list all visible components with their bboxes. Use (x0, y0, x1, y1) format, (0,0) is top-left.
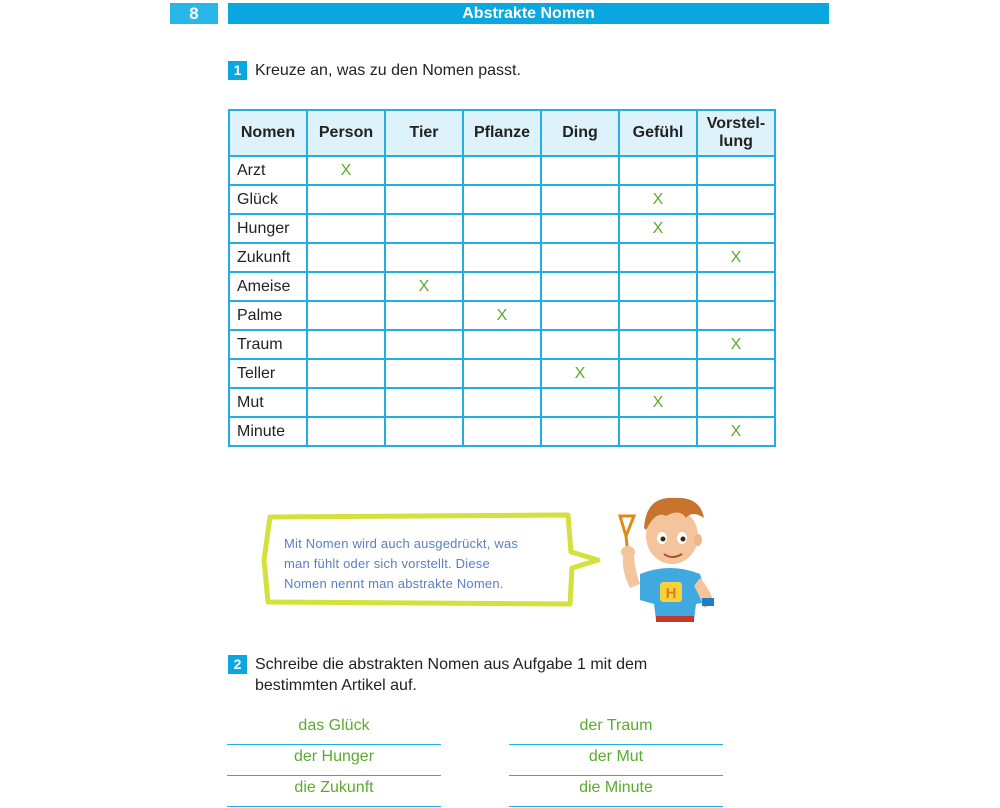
checkbox-cell-ding[interactable] (541, 301, 619, 330)
checkbox-cell-person[interactable] (307, 388, 385, 417)
speech-bubble-line: Mit Nomen wird auch ausgedrückt, was (284, 536, 519, 551)
task-2-instruction-line: bestimmten Artikel auf. (255, 677, 417, 694)
noun-cell: Zukunft (229, 243, 307, 272)
checkbox-cell-tier[interactable] (385, 330, 463, 359)
answer-line[interactable]: der Hunger (227, 746, 441, 776)
task-2-instruction-line: Schreibe die abstrakten Nomen aus Aufgabe 1 mit dem (255, 656, 648, 673)
checkbox-cell-person[interactable] (307, 417, 385, 446)
checkbox-cell-ding[interactable] (541, 330, 619, 359)
checkbox-cell-tier[interactable] (385, 156, 463, 185)
checkbox-cell-tier[interactable] (385, 388, 463, 417)
checkbox-cell-vorstellung[interactable]: X (697, 330, 775, 359)
noun-cell: Palme (229, 301, 307, 330)
checkbox-cell-ding[interactable] (541, 243, 619, 272)
checkbox-cell-person[interactable] (307, 214, 385, 243)
task-1 (228, 60, 521, 81)
table-row (229, 185, 775, 214)
checkbox-cell-gefuehl[interactable] (619, 243, 697, 272)
checkbox-cell-pflanze[interactable] (463, 214, 541, 243)
checkbox-cell-person[interactable]: X (307, 156, 385, 185)
checkbox-cell-gefuehl[interactable] (619, 417, 697, 446)
checkbox-cell-ding[interactable] (541, 185, 619, 214)
noun-cell: Ameise (229, 272, 307, 301)
checkbox-cell-ding[interactable] (541, 214, 619, 243)
table-row (229, 301, 775, 330)
column-header-pflanze: Pflanze (463, 110, 541, 156)
answer-line[interactable]: die Minute (509, 777, 723, 807)
checkbox-cell-gefuehl[interactable] (619, 330, 697, 359)
page-title: Abstrakte Nomen (228, 3, 829, 24)
table-row (229, 359, 775, 388)
checkbox-cell-vorstellung[interactable] (697, 359, 775, 388)
checkbox-cell-person[interactable] (307, 359, 385, 388)
checkbox-cell-tier[interactable] (385, 301, 463, 330)
checkbox-cell-vorstellung[interactable] (697, 214, 775, 243)
checkbox-cell-pflanze[interactable] (463, 185, 541, 214)
checkbox-cell-pflanze[interactable] (463, 330, 541, 359)
checkbox-cell-gefuehl[interactable] (619, 156, 697, 185)
checkbox-cell-gefuehl[interactable] (619, 359, 697, 388)
speech-bubble-text (284, 534, 534, 594)
checkbox-cell-vorstellung[interactable] (697, 301, 775, 330)
speech-bubble (260, 512, 605, 608)
checkbox-cell-pflanze[interactable] (463, 272, 541, 301)
task-1-number: 1 (228, 61, 247, 80)
column-header-vorstellung: Vorstel- lung (697, 110, 775, 156)
table-row (229, 330, 775, 359)
answers-right-column (509, 715, 723, 808)
checkbox-cell-ding[interactable] (541, 272, 619, 301)
checkbox-cell-vorstellung[interactable]: X (697, 417, 775, 446)
noun-cell: Teller (229, 359, 307, 388)
answer-line[interactable]: der Traum (509, 715, 723, 745)
column-header-gefuehl: Gefühl (619, 110, 697, 156)
nomen-table (228, 109, 776, 447)
checkbox-cell-person[interactable] (307, 330, 385, 359)
checkbox-cell-vorstellung[interactable] (697, 272, 775, 301)
column-header-ding: Ding (541, 110, 619, 156)
mascot-character-illustration (600, 488, 740, 628)
checkbox-cell-gefuehl[interactable] (619, 272, 697, 301)
noun-cell: Minute (229, 417, 307, 446)
speech-bubble-line: Nomen nennt man abstrakte Nomen. (284, 576, 504, 591)
checkbox-cell-person[interactable] (307, 301, 385, 330)
table-row (229, 272, 775, 301)
checkbox-cell-pflanze[interactable] (463, 243, 541, 272)
column-header-nomen: Nomen (229, 110, 307, 156)
noun-cell: Mut (229, 388, 307, 417)
checkbox-cell-pflanze[interactable] (463, 417, 541, 446)
checkbox-cell-pflanze[interactable] (463, 156, 541, 185)
checkbox-cell-gefuehl[interactable]: X (619, 214, 697, 243)
answer-line[interactable]: das Glück (227, 715, 441, 745)
checkbox-cell-pflanze[interactable]: X (463, 301, 541, 330)
noun-cell: Glück (229, 185, 307, 214)
checkbox-cell-ding[interactable] (541, 388, 619, 417)
checkbox-cell-ding[interactable] (541, 417, 619, 446)
table-row (229, 417, 775, 446)
checkbox-cell-person[interactable] (307, 185, 385, 214)
checkbox-cell-pflanze[interactable] (463, 359, 541, 388)
table-row (229, 156, 775, 185)
checkbox-cell-person[interactable] (307, 243, 385, 272)
noun-cell: Hunger (229, 214, 307, 243)
checkbox-cell-tier[interactable] (385, 214, 463, 243)
page-number: 8 (170, 3, 218, 24)
answers-left-column (227, 715, 441, 808)
checkbox-cell-vorstellung[interactable] (697, 185, 775, 214)
table-row (229, 214, 775, 243)
checkbox-cell-tier[interactable] (385, 359, 463, 388)
table-row (229, 243, 775, 272)
task-2-number: 2 (228, 655, 247, 674)
checkbox-cell-ding[interactable]: X (541, 359, 619, 388)
checkbox-cell-tier[interactable] (385, 243, 463, 272)
checkbox-cell-gefuehl[interactable]: X (619, 185, 697, 214)
checkbox-cell-vorstellung[interactable] (697, 156, 775, 185)
checkbox-cell-gefuehl[interactable]: X (619, 388, 697, 417)
checkbox-cell-gefuehl[interactable] (619, 301, 697, 330)
table-header-row (229, 110, 775, 156)
column-header-tier: Tier (385, 110, 463, 156)
checkbox-cell-tier[interactable] (385, 185, 463, 214)
checkbox-cell-ding[interactable] (541, 156, 619, 185)
column-header-person: Person (307, 110, 385, 156)
checkbox-cell-vorstellung[interactable] (697, 388, 775, 417)
checkbox-cell-pflanze[interactable] (463, 388, 541, 417)
svg-text:H: H (665, 585, 677, 602)
checkbox-cell-tier[interactable]: X (385, 272, 463, 301)
noun-cell: Traum (229, 330, 307, 359)
task-1-instruction: Kreuze an, was zu den Nomen passt. (255, 62, 521, 79)
speech-bubble-line: man fühlt oder sich vorstellt. Diese (284, 556, 490, 571)
table-row (229, 388, 775, 417)
checkbox-cell-person[interactable] (307, 272, 385, 301)
noun-cell: Arzt (229, 156, 307, 185)
answer-line[interactable]: der Mut (509, 746, 723, 776)
answer-line[interactable]: die Zukunft (227, 777, 441, 807)
task-2 (228, 654, 647, 696)
checkbox-cell-tier[interactable] (385, 417, 463, 446)
checkbox-cell-vorstellung[interactable]: X (697, 243, 775, 272)
